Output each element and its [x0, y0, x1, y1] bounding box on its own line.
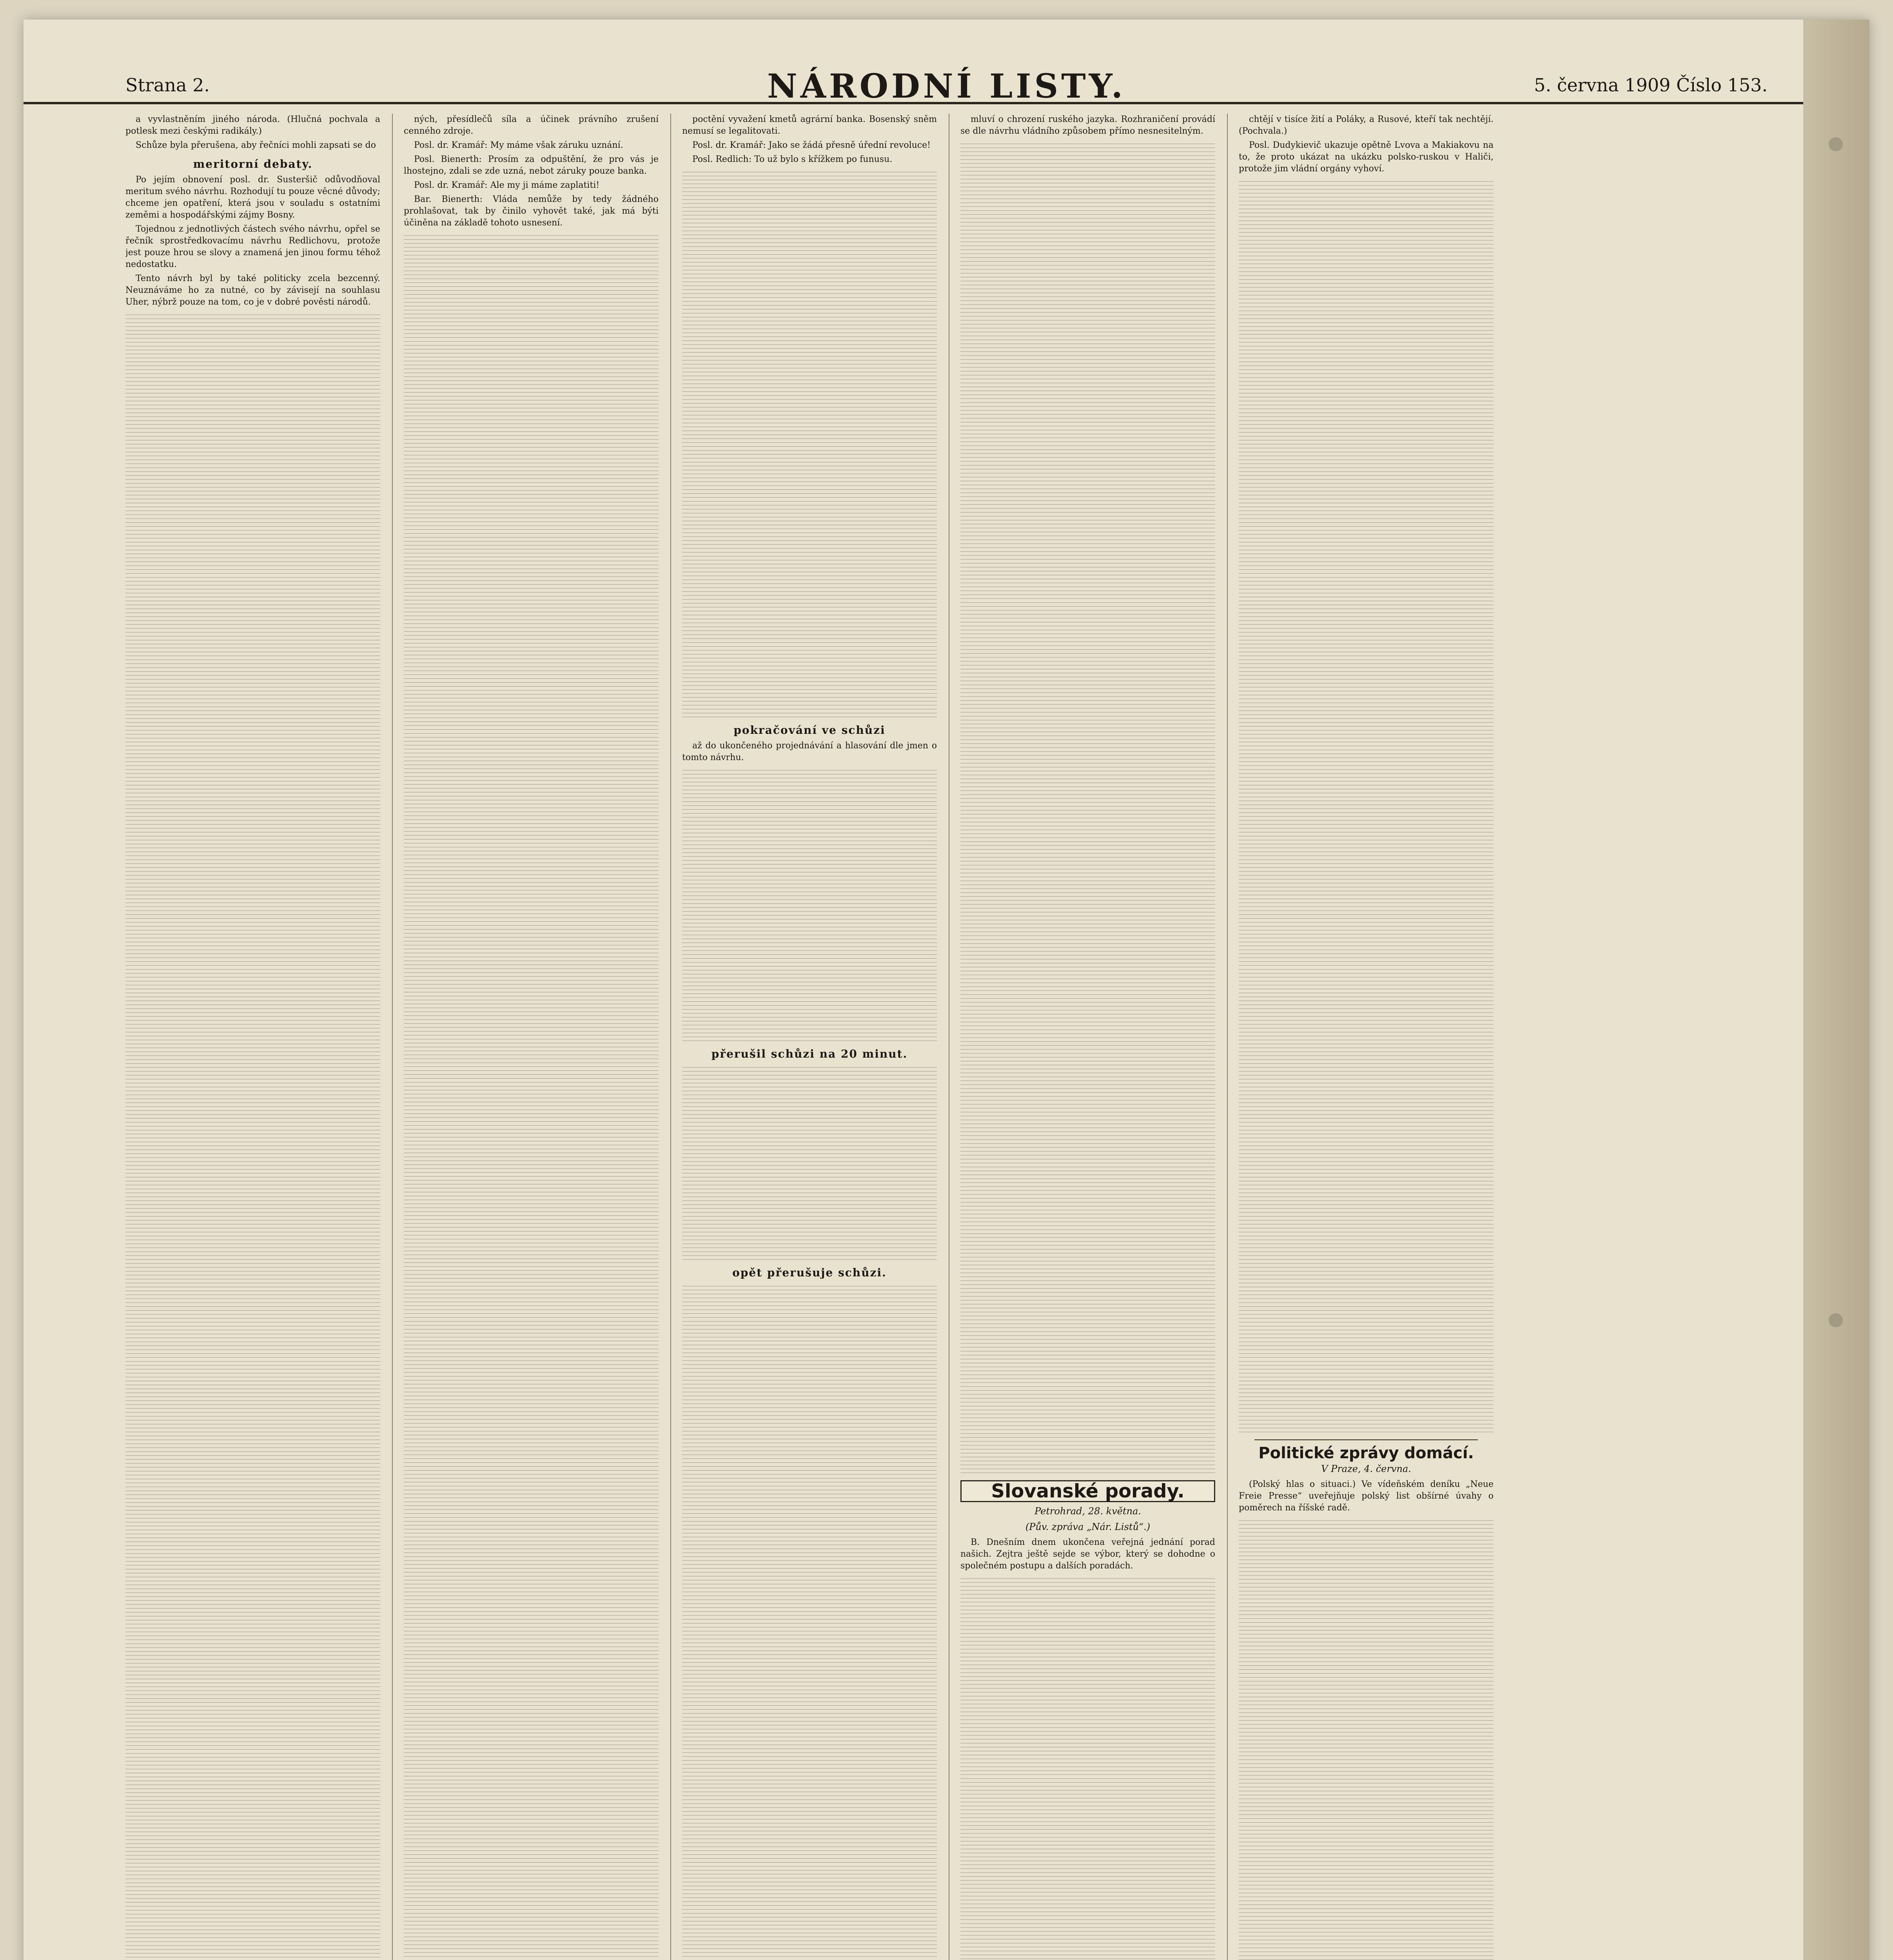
- paragraph: až do ukončeného projednávání a hlasování dle jmen o tomto návrhu.: [682, 741, 937, 762]
- paragraph: Tento návrh byl by také politicky zcela bezcenný. Neuznáváme ho za nutné, co by závisejí na souhlasu Uher, nýbrž pouze na tom, co je v dobré pověsti národů.: [125, 274, 380, 307]
- body-text-block: [682, 1064, 937, 1260]
- paragraph: Posl. Redlich: To už bylo s křížkem po funusu.: [692, 154, 893, 164]
- column-rule: [1227, 114, 1228, 1960]
- paragraph: Bar. Bienerth: Vláda nemůže by tedy žádného prohlašovat, tak by činilo vyhovět také, jak má býti účiněna na základě tohoto usnesení.: [404, 194, 659, 228]
- paragraph: poctění vyvažení kmetů agrární banka. Bosenský sněm nemusí se legalitovati.: [682, 114, 937, 136]
- source-note: (Pův. zpráva „Nár. Listů“.): [1025, 1521, 1151, 1532]
- paragraph: (Polský hlas o situaci.) Ve vídeňském deníku „Neue Freie Presse“ uveřejňuje polský list obšírné úvahy o poměrech na říšské radě.: [1239, 1479, 1494, 1513]
- newspaper-page: [24, 20, 1869, 1960]
- paragraph: Tojednou z jednotlivých částech svého návrhu, opřel se řečník sprostředkovacímu návrhu Redlichovu, protože jest pouze hrou se slovy a znamená jen jinou formu téhož nedostatku.: [125, 224, 380, 269]
- paragraph: Posl. dr. Kramář: Jako se žádá přesně úřední revoluce!: [692, 140, 931, 150]
- column-4: [960, 114, 1215, 1960]
- binding-margin: [1803, 20, 1869, 1960]
- section-heading: meritorní debaty.: [193, 158, 313, 171]
- paragraph: Posl. dr. Kramář: My máme však záruku uznání.: [414, 140, 623, 150]
- column-1: [125, 114, 380, 1960]
- page-number: Strana 2.: [125, 74, 210, 96]
- body-text-block: [682, 1283, 937, 1960]
- dateline: V Praze, 4. června.: [1321, 1463, 1411, 1474]
- body-text-block: [1239, 1517, 1494, 1960]
- body-text-block: [682, 169, 937, 717]
- body-text-block: [960, 140, 1215, 1473]
- newspaper-title: NÁRODNÍ LISTY.: [767, 67, 1126, 105]
- divider: [1254, 1439, 1478, 1440]
- masthead: [24, 59, 1869, 104]
- paragraph: a vyvlastněním jiného národa. (Hlučná pochvala a potlesk mezi českými radikály.): [125, 114, 380, 136]
- column-rule: [392, 114, 393, 1960]
- binding-hole: [1829, 137, 1843, 151]
- paragraph: Posl. dr. Kramář: Ale my ji máme zaplatiti!: [414, 180, 600, 190]
- binding-hole: [1829, 1313, 1843, 1327]
- body-text-block: [682, 767, 937, 1041]
- article-columns: [125, 114, 1764, 1960]
- body-text-block: [125, 311, 380, 1960]
- section-heading: Politické zprávy domácí.: [1258, 1444, 1474, 1462]
- date-and-issue: 5. června 1909 Číslo 153.: [1534, 74, 1768, 96]
- section-heading: pokračování ve schůzi: [733, 724, 886, 737]
- paragraph: Schůze byla přerušena, aby řečníci mohli zapsati se do: [136, 140, 376, 150]
- paragraph: B. Dnešním dnem ukončena veřejná jednání porad našich. Zejtra ještě sejde se výbor, který se dohodne o společném postupu a dalších poradách.: [960, 1537, 1215, 1571]
- column-3: [682, 114, 937, 1960]
- paragraph: ných, přesídlečů síla a účinek právního zrušení cenného zdroje.: [404, 114, 659, 136]
- body-text-block: [1239, 178, 1494, 1432]
- section-heading: přerušil schůzi na 20 minut.: [711, 1047, 908, 1060]
- paragraph: mluví o chrození ruského jazyka. Rozhraničení provádí se dle návrhu vládního způsobem přímo nesnesitelným.: [960, 114, 1215, 136]
- paragraph: Po jejím obnovení posl. dr. Susteršič odůvodňoval meritum svého návrhu. Rozhodují tu pouze věcné důvody; chceme jen opatření, která jsou v souladu s ostatními zeměmi a hospodářskými zájmy Bosny.: [125, 175, 380, 220]
- dateline: Petrohrad, 28. května.: [1035, 1506, 1141, 1517]
- body-text-block: [960, 1575, 1215, 1960]
- section-title-box: Slovanské porady.: [960, 1480, 1215, 1502]
- body-text-block: [404, 232, 659, 1960]
- column-rule: [670, 114, 671, 1960]
- paragraph: chtějí v tisíce žití a Poláky, a Rusové, kteří tak nechtějí. (Pochvala.): [1239, 114, 1494, 136]
- section-heading: opět přerušuje schůzi.: [732, 1266, 887, 1279]
- column-2: [404, 114, 659, 1960]
- column-5: [1239, 114, 1494, 1960]
- paragraph: Posl. Dudykievič ukazuje opětně Lvova a Makiakovu na to, že proto ukázat na ukázku polsko-ruskou v Haliči, protože jim vládní orgány vyhoví.: [1239, 140, 1494, 174]
- paragraph: Posl. Bienerth: Prosím za odpuštění, že pro vás je lhostejno, zdali se zde uzná, nebot záruky pouze banka.: [404, 154, 659, 176]
